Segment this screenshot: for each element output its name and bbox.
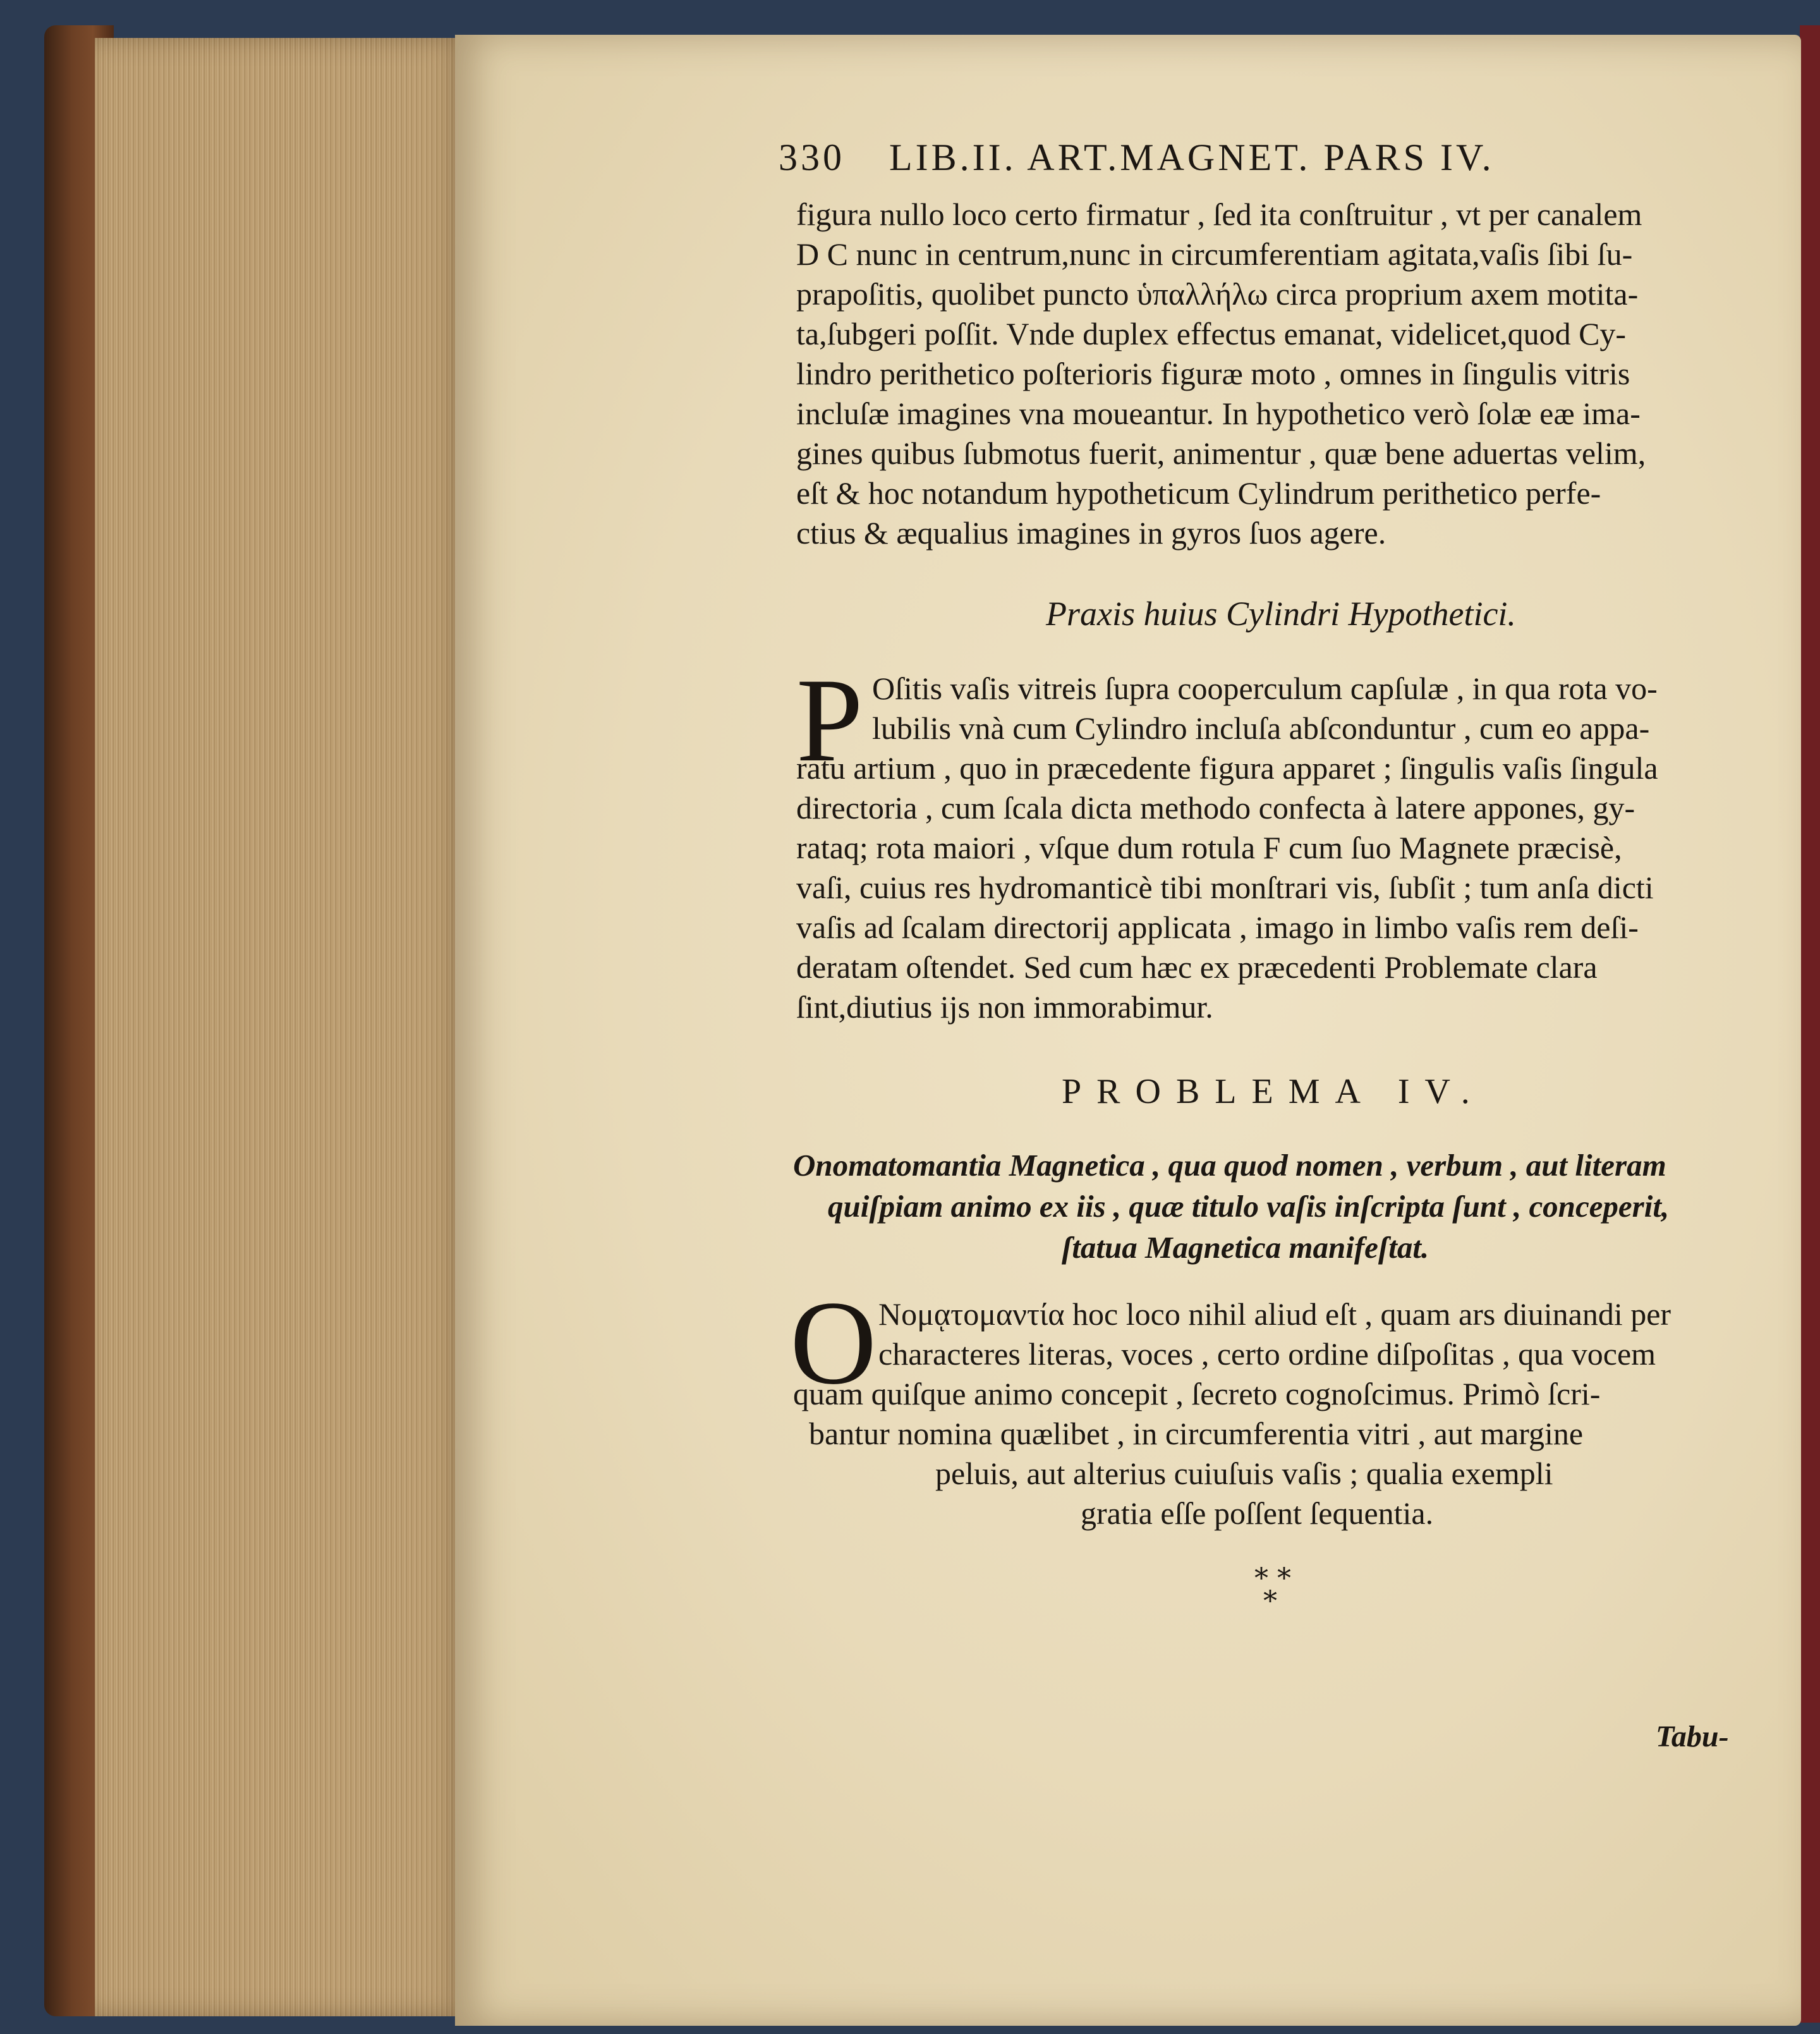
- text-line: figura nullo loco certo firmatur , ſed ita conſtruitur , vt per canalem: [796, 197, 1642, 232]
- text-line: quam quiſque animo concepit , ſecreto cognoſcimus. Primò ſcri-: [793, 1376, 1601, 1411]
- running-header: [779, 136, 1495, 180]
- asterism-ornament: * * *: [1254, 1562, 1291, 1617]
- text-line: prapoſitis, quolibet puncto ὑπαλλήλω circa proprium axem motita-: [796, 276, 1639, 312]
- section-subheading: Praxis huius Cylindri Hypothetici.: [1046, 595, 1516, 633]
- text-line: D C nunc in centrum,nunc in circumferentiam agitata,vaſis ſibi ſu-: [796, 236, 1633, 272]
- catchword: Tabu-: [1656, 1720, 1729, 1753]
- page-content: [455, 35, 1801, 2026]
- problem-statement-line: quiſpiam animo ex iis , quæ titulo vaſis inſcripta ſunt , conceperit,: [828, 1189, 1670, 1224]
- text-line: lubilis vnà cum Cylindro incluſa abſconduntur , cum eo appa-: [872, 710, 1650, 746]
- text-line: peluis, aut alterius cuiuſuis vaſis ; qualia exempli: [935, 1456, 1553, 1491]
- problem-heading: PROBLEMA IV.: [1062, 1072, 1485, 1111]
- text-line: lindro perithetico poſterioris figuræ moto , omnes in ſingulis vitris: [796, 356, 1630, 391]
- text-line: directoria , cum ſcala dicta methodo confecta à latere appones, gy-: [796, 790, 1635, 825]
- page-edges: [95, 38, 468, 2016]
- text-line: ta,ſubgeri poſſit. Vnde duplex effectus emanat, videlicet,quod Cy-: [796, 316, 1627, 351]
- page-number: 330: [779, 137, 845, 178]
- book-page: [455, 35, 1801, 2026]
- problem-statement-line: Onomatomantia Magnetica , qua quod nomen , verbum , aut literam: [793, 1148, 1666, 1183]
- dropcap-letter: P: [796, 654, 863, 787]
- text-line: incluſæ imagines vna moueantur. In hypothetico verò ſolæ eæ ima-: [796, 396, 1641, 431]
- text-line: ctius & æqualius imagines in gyros ſuos agere.: [796, 515, 1386, 551]
- text-line: vaſi, cuius res hydromanticè tibi monſtrari vis, ſubſit ; tum anſa dicti: [796, 870, 1654, 905]
- text-line: ratu artium , quo in præcedente figura apparet ; ſingulis vaſis ſingula: [796, 750, 1658, 786]
- text-line: bantur nomina quælibet , in circumferentia vitri , aut margine: [809, 1416, 1584, 1451]
- text-line: Oſitis vaſis vitreis ſupra cooperculum capſulæ , in qua rota vo-: [872, 671, 1658, 706]
- text-line: gratia eſſe poſſent ſequentia.: [1081, 1495, 1434, 1531]
- text-line: Νομᾳτομαντία hoc loco nihil aliud eſt , quam ars diuinandi per: [878, 1296, 1671, 1332]
- text-line: deratam oſtendet. Sed cum hæc ex præcedenti Problemate clara: [796, 949, 1598, 985]
- book-cover-right-edge: [1800, 25, 1820, 2023]
- dropcap-letter: O: [790, 1277, 877, 1410]
- text-line: rataq; rota maiori , vſque dum rotula F cum ſuo Magnete præcisè,: [796, 830, 1622, 865]
- text-line: gines quibus ſubmotus fuerit, animentur , quæ bene aduertas velim,: [796, 435, 1646, 471]
- text-line: ſint,diutius ijs non immorabimur.: [796, 989, 1213, 1025]
- text-line: eſt & hoc notandum hypotheticum Cylindrum perithetico perfe-: [796, 475, 1601, 511]
- text-line: vaſis ad ſcalam directorij applicata , imago in limbo vaſis rem deſi-: [796, 910, 1639, 945]
- text-line: characteres literas, voces , certo ordine diſpoſitas , qua vocem: [878, 1336, 1656, 1372]
- running-title: LIB.II. ART.MAGNET. PARS IV.: [889, 137, 1495, 178]
- problem-statement-line: ſtatua Magnetica manifeſtat.: [1062, 1230, 1429, 1265]
